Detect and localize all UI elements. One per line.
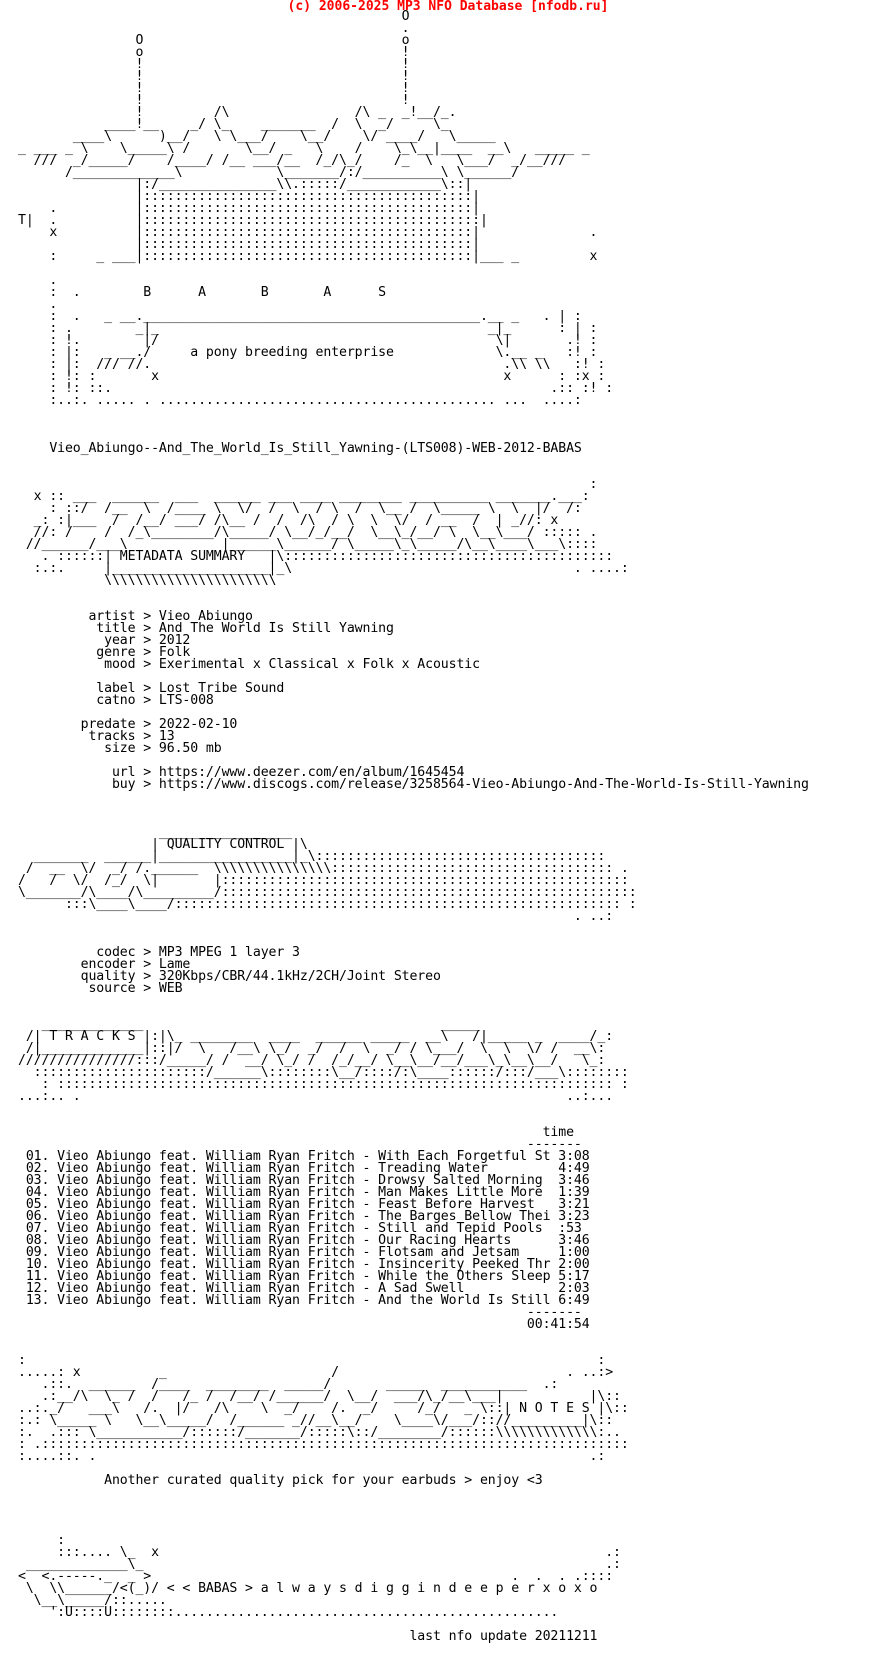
nfo-line: label > Lost Tribe Sound bbox=[18, 681, 285, 696]
nfo-line: | QUALITY CONTROL |\ bbox=[18, 837, 308, 852]
nfo-line: ------- bbox=[18, 1137, 582, 1152]
nfo-line: time bbox=[18, 1125, 574, 1140]
nfo-line: .::. ______ /____ ________ _____/ _____ ___________ .: bbox=[18, 1377, 559, 1392]
nfo-line: ! ! bbox=[18, 57, 410, 72]
nfo-line: x :: ___ ______ ___ ______ ___ ____ ________ __________ _______.___: bbox=[18, 489, 590, 504]
nfo-line: 05. Vieo Abiungo feat. William Ryan Fritch - Feast Before Harvest 3:21 bbox=[18, 1197, 590, 1212]
nfo-line: < <.-----._ _ > . . . .:::: bbox=[18, 1569, 614, 1584]
nfo-line: 04. Vieo Abiungo feat. William Ryan Fritch - Man Makes Little More 1:39 bbox=[18, 1185, 590, 1200]
nfo-line: . ..: bbox=[18, 909, 614, 924]
nfo-line: artist > Vieo Abiungo bbox=[18, 609, 253, 624]
nfo-line: ///////////////:::/_____/ / __/ \_/ / /_/__/ \__\__/__/___\_\__\__/ \_: bbox=[18, 1053, 606, 1068]
nfo-line: source > WEB bbox=[18, 981, 183, 996]
nfo-line: _: :|___ / /__/ ___/ /\__ / / /\ / \ \ \/ / __ / | _//: x bbox=[18, 513, 559, 528]
nfo-line: .....: x _ / . ..:> bbox=[18, 1365, 614, 1380]
nfo-line: :. .::: \___________/::::::/_______/:::::\::/________/::::::\\\\\\\\\\\\\:.. bbox=[18, 1425, 621, 1440]
nfo-line: : !. |/ \| .! : bbox=[18, 333, 598, 348]
nfo-line bbox=[18, 803, 809, 815]
nfo-line: x |::::::::::::::::::::::::::::::::::::::::::| . bbox=[18, 225, 598, 240]
nfo-line: /|_____________|::|/ \ /__\ \_/ _/ / \ _/ / \___/ \ \ \/ / __\: bbox=[18, 1041, 606, 1056]
nfo-line: : ::::::::::::::::::::::::::::::::::::::::::::::::::::::::::::::::::::::: : bbox=[18, 1077, 629, 1092]
nfo-line: |::::::::::::::::::::::::::::::::::::::::::| bbox=[18, 189, 480, 204]
nfo-line: : . _|_ _|_ : | : bbox=[18, 321, 598, 336]
nfo-line: \__\_____/::..... bbox=[18, 1593, 167, 1608]
nfo-line: 08. Vieo Abiungo feat. William Ryan Fritch - Our Racing Hearts 3:46 bbox=[18, 1233, 590, 1248]
nfo-line: buy > https://www.discogs.com/release/3258564-Vieo-Abiungo-And-The-World-Is-Still-Yawning bbox=[18, 777, 809, 792]
nfo-line: : ::/ /__ \ /____ \ \/ / \ / \ / \__ / \_____ \ \ |/ /: bbox=[18, 501, 582, 516]
nfo-line: 10. Vieo Abiungo feat. William Ryan Fritch - Insincerity Peeked Thr 2:00 bbox=[18, 1257, 590, 1272]
nfo-line: /_____________\ \_______/:/__________\ \______/ bbox=[18, 165, 520, 180]
nfo-line: codec > MP3 MPEG 1 layer 3 bbox=[18, 945, 300, 960]
nfo-line: : |: _ __./ a pony breeding enterprise \.__ _ :! : bbox=[18, 345, 598, 360]
nfo-line: //: / / /_\________/\_____/ \__/_/__/ \__\_/__/ \ \__\___/ ::::: . bbox=[18, 525, 598, 540]
nfo-line: . bbox=[18, 21, 410, 36]
nfo-line: / / \/ /_/ \| |:::::::::::::::::::::::::::::::::::::::::::::::::::: bbox=[18, 873, 629, 888]
nfo-line bbox=[18, 1499, 809, 1511]
nfo-line bbox=[18, 407, 809, 419]
nfo-line: \ \\______/<(_)/ < < BABAS > a l w a y s d i g g i n d e e p e r x o x o bbox=[18, 1581, 598, 1596]
nfo-line: Vieo_Abiungo--And_The_World_Is_Still_Yawning-(LTS008)-WEB-2012-BABAS bbox=[18, 441, 582, 456]
nfo-line: O o bbox=[18, 33, 410, 48]
nfo-line: /// _/_____/ /____/ /__ ___/__ /_/\_/ /_ \ \___/ _/__/// bbox=[18, 153, 567, 168]
nfo-line: : .::::::::::::::::::::::::::::::::::::::::::::::::::::::::::::::::::::::::::: bbox=[18, 1437, 629, 1452]
nfo-line: 00:41:54 bbox=[18, 1317, 590, 1332]
nfo-line: quality > 320Kbps/CBR/44.1kHz/2CH/Joint Stereo bbox=[18, 969, 441, 984]
nfo-line: |::::::::::::::::::::::::::::::::::::::::::| bbox=[18, 237, 480, 252]
nfo-line bbox=[18, 1103, 809, 1115]
nfo-line bbox=[18, 455, 809, 467]
nfo-content bbox=[18, 11, 809, 1643]
nfo-line: \_______/\____/\_________/::::::::::::::::::::::::::::::::::::::::::::::::::::: bbox=[18, 885, 637, 900]
nfo-line: ...:.. . ..:... bbox=[18, 1089, 614, 1104]
nfo-line: :::.... \_ x .: bbox=[18, 1545, 621, 1560]
nfo-line bbox=[18, 587, 809, 599]
nfo-line: |:/_______________\\.:::::/____________\::| bbox=[18, 177, 473, 192]
nfo-line: : . _ __.___________________________________________.__ _ . | : bbox=[18, 309, 582, 324]
nfo-line: :..:. ..... . ........................................... ... ....: bbox=[18, 393, 582, 408]
nfo-line bbox=[18, 419, 809, 431]
nfo-line: ! ! bbox=[18, 81, 410, 96]
nfo-line: :.:. |____________________|_\ . ....: bbox=[18, 561, 629, 576]
nfo-line: ':U::::U::::::::................................................. bbox=[18, 1605, 559, 1620]
nfo-line: 01. Vieo Abiungo feat. William Ryan Fritch - With Each Forgetful St 3:08 bbox=[18, 1149, 590, 1164]
nfo-line: size > 96.50 mb bbox=[18, 741, 222, 756]
nfo-line: Another curated quality pick for your earbuds > enjoy <3 bbox=[18, 1473, 543, 1488]
nfo-line: . ::::::| METADATA SUMMARY |\:::::::::::::::::::::::::::::::::::::::::: bbox=[18, 549, 614, 564]
nfo-line: . bbox=[18, 297, 58, 312]
nfo-line bbox=[18, 1511, 809, 1523]
nfo-line: ____!__ _/ \_ _______ / \ _/ \_ bbox=[18, 117, 449, 132]
nfo-line: \\\\\\\\\\\\\\\\\\\\\\ bbox=[18, 573, 277, 588]
nfo-line: : bbox=[18, 477, 598, 492]
nfo-line: 07. Vieo Abiungo feat. William Ryan Fritch - Still and Tepid Pools :53 bbox=[18, 1221, 582, 1236]
nfo-line: predate > 2022-02-10 bbox=[18, 717, 238, 732]
nfo-line: 06. Vieo Abiungo feat. William Ryan Fritch - The Barges Bellow Thei 3:23 bbox=[18, 1209, 590, 1224]
nfo-line: _____________ _____ bbox=[18, 1017, 480, 1032]
nfo-line: ! /\ /\ _ _!__/_. bbox=[18, 105, 457, 120]
nfo-line: 09. Vieo Abiungo feat. William Ryan Fritch - Flotsam and Jetsam 1:00 bbox=[18, 1245, 590, 1260]
nfo-line: ! ! bbox=[18, 93, 410, 108]
nfo-line: _____________\_ .: bbox=[18, 1557, 621, 1572]
nfo-line: _ ___ _ \ \_____\ / \__/ _ \ / \_\__|____ __\ _____ _ bbox=[18, 141, 590, 156]
nfo-line: :::\____\____/::::::::::::::::::::::::::::::::::::::::::::::::::::::::: : bbox=[18, 897, 637, 912]
nfo-line bbox=[18, 923, 809, 935]
nfo-line: url > https://www.deezer.com/en/album/1645454 bbox=[18, 765, 465, 780]
nfo-line: ____\ )__/ \ \___/ \__/ \/ ____/ \_____ bbox=[18, 129, 496, 144]
nfo-line: ..:._/ ___\ /. |/ /\ \ _/ /. _/ /_/ _ \::| N O T E S |\:: bbox=[18, 1401, 629, 1416]
nfo-line: O bbox=[18, 9, 410, 24]
nfo-line: : . B A B A S bbox=[18, 285, 386, 300]
nfo-line: year > 2012 bbox=[18, 633, 191, 648]
nfo-line: encoder > Lame bbox=[18, 957, 191, 972]
nfo-line: : _ ___|::::::::::::::::::::::::::::::::::::::::::|___ _ x bbox=[18, 249, 598, 264]
nfo-line: T| . |:::::::::::::::::::::::::::::::::::::::::::| bbox=[18, 213, 488, 228]
nfo-line: .:__/\ \_ / / /_ / /__/ /______/ \__/ ___/\_/__\___| |\:: bbox=[18, 1389, 621, 1404]
nfo-line: 03. Vieo Abiungo feat. William Ryan Fritch - Drowsy Salted Morning 3:46 bbox=[18, 1173, 590, 1188]
nfo-line bbox=[18, 263, 809, 275]
nfo-line: 02. Vieo Abiungo feat. William Ryan Fritch - Treading Water 4:49 bbox=[18, 1161, 590, 1176]
nfo-line: . |::::::::::::::::::::::::::::::::::::::::::| bbox=[18, 201, 480, 216]
nfo-line: /| T R A C K S |:|\_ ________ ____ ______ _____ __\ /|_____ _ ____/_: bbox=[18, 1029, 614, 1044]
nfo-line: / __ \/ _/ /.______ \\\\\\\\\\\\\\\:::::::::::::::::::::::::::::::::::: . bbox=[18, 861, 629, 876]
nfo-line bbox=[18, 995, 809, 1007]
nfo-line: 13. Vieo Abiungo feat. William Ryan Fritch - And the World Is Still 6:49 bbox=[18, 1293, 590, 1308]
nfo-line: 11. Vieo Abiungo feat. William Ryan Fritch - While the Others Sleep 5:17 bbox=[18, 1269, 590, 1284]
nfo-line: . bbox=[18, 273, 58, 288]
nfo-line: ! ! bbox=[18, 69, 410, 84]
nfo-line: :.: \_____ \ \__\_____/ /______ _//__\__/ \____\/___/:://_________|\:: bbox=[18, 1413, 614, 1428]
nfo-line bbox=[18, 791, 809, 803]
nfo-line: genre > Folk bbox=[18, 645, 191, 660]
nfo-line: o ! bbox=[18, 45, 410, 60]
nfo-line bbox=[18, 1523, 809, 1535]
nfo-line: title > And The World Is Still Yawning bbox=[18, 621, 394, 636]
nfo-line: catno > LTS-008 bbox=[18, 693, 214, 708]
nfo-line: last nfo update 20211211 bbox=[18, 1629, 598, 1644]
nfo-line: : !: : x x : :x : bbox=[18, 369, 606, 384]
nfo-line: _________________ bbox=[18, 825, 293, 840]
nfo-line bbox=[18, 1331, 809, 1343]
nfo-line: 12. Vieo Abiungo feat. William Ryan Fritch - A Sad Swell 2:03 bbox=[18, 1281, 590, 1296]
nfo-line: //______/___\ |______\______/ \_____\_\_____/\__\____\___\:::: bbox=[18, 537, 598, 552]
nfo-line: _______ ______|_________________|_\::::::::::::::::::::::::::::::::::::: bbox=[18, 849, 606, 864]
nfo-line: : |: /// //. .\\ \\ :! : bbox=[18, 357, 606, 372]
nfo-line: tracks > 13 bbox=[18, 729, 175, 744]
nfo-line: ------- bbox=[18, 1305, 582, 1320]
site-header: (c) 2006-2025 MP3 NFO Database [nfodb.ru] bbox=[287, 0, 609, 14]
nfo-line: mood > Exerimental x Classical x Folk x Acoustic bbox=[18, 657, 480, 672]
nfo-line: : : bbox=[18, 1353, 606, 1368]
nfo-line: : bbox=[18, 1533, 65, 1548]
nfo-line: ::::::::::::::::::::::/______\::::::::\__/::::/:\____::::::/:::/___\:::::::: bbox=[18, 1065, 629, 1080]
nfo-line: : !: ::. .:: :! : bbox=[18, 381, 614, 396]
nfo-line bbox=[18, 1487, 809, 1499]
nfo-line: :....::. . .: bbox=[18, 1449, 606, 1464]
